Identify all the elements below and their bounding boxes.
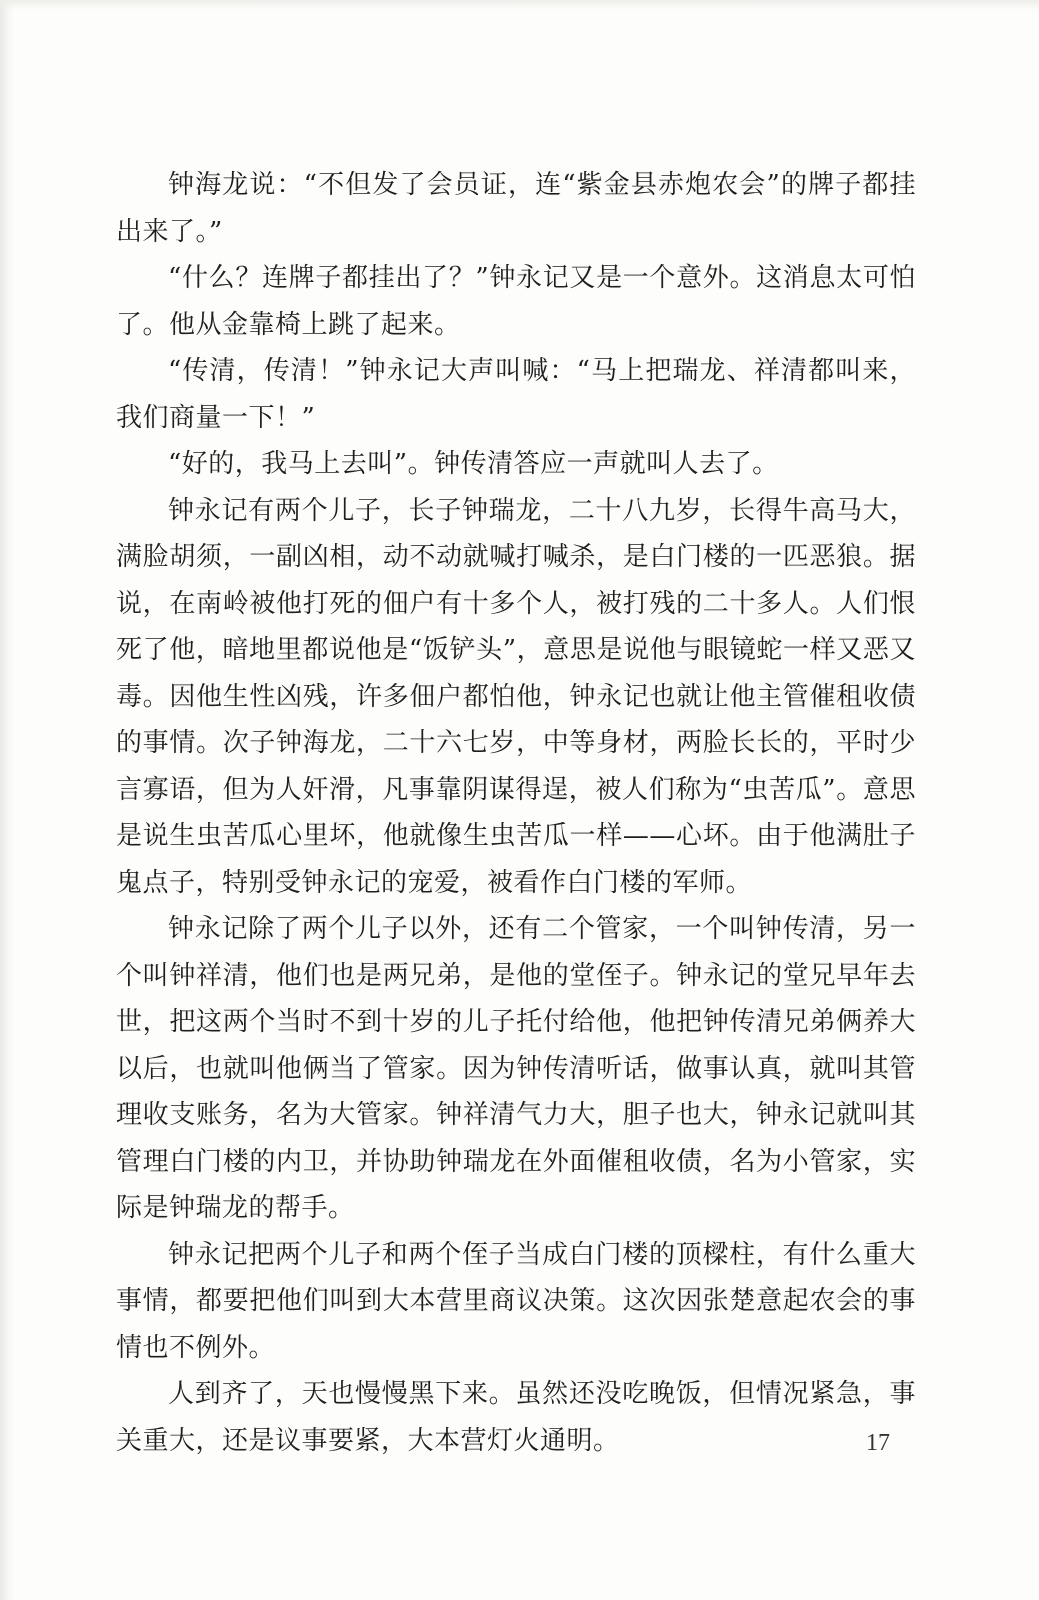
paragraph: 钟永记有两个儿子，长子钟瑞龙，二十八九岁，长得牛高马大，满脸胡须，一副凶相，动不动就喊打喊杀，是白门楼的一匹恶狼。据说，在南岭被他打死的佃户有十多个人，被打残的二十多人。人们恨死了他，暗地里都说他是“饭铲头”，意思是说他与眼镜蛇一样又恶又毒。因他生性凶残，许多佃户都怕他，钟永记也就让他主管催租收债的事情。次子钟海龙，二十六七岁，中等身材，两脸长长的，平时少言寡语，但为人奸滑，凡事靠阴谋得逞，被人们称为“虫苦瓜”。意思是说生虫苦瓜心里坏，他就像生虫苦瓜一样——心坏。由于他满肚子鬼点子，特别受钟永记的宠爱，被看作白门楼的军师。 [116, 495, 916, 898]
paragraph: 钟永记除了两个儿子以外，还有二个管家，一个叫钟传清，另一个叫钟祥清，他们也是两兄弟，是他的堂侄子。钟永记的堂兄早年去世，把这两个当时不到十岁的儿子托付给他，他把钟传清兄弟俩养大以后，也就叫他俩当了管家。因为钟传清听话，做事认真，就叫其管理收支账务，名为大管家。钟祥清气力大，胆子也大，钟永记就叫其管理白门楼的内卫，并协助钟瑞龙在外面催租收债，名为小管家，实际是钟瑞龙的帮手。 [116, 914, 916, 1223]
paragraph: “传清，传清！”钟永记大声叫喊：“马上把瑞龙、祥清都叫来，我们商量一下！” [116, 356, 916, 433]
paragraph: 人到齐了，天也慢慢黑下来。虽然还没吃晚饭，但情况紧急，事关重大，还是议事要紧，大本营灯火通明。 [116, 1379, 916, 1456]
scan-left-edge [0, 0, 14, 1600]
paragraph: 钟海龙说：“不但发了会员证，连“紫金县赤炮农会”的牌子都挂出来了。” [116, 170, 916, 247]
body-text [116, 162, 916, 1464]
paragraph: 钟永记把两个儿子和两个侄子当成白门楼的顶樑柱，有什么重大事情，都要把他们叫到大本营里商议决策。这次因张楚意起农会的事情也不例外。 [116, 1239, 916, 1363]
page-number: 17 [866, 1430, 890, 1456]
paragraph: “好的，我马上去叫”。钟传清答应一声就叫人去了。 [168, 449, 779, 479]
scan-top-edge [0, 0, 1039, 10]
paragraph: “什么？连牌子都挂出了？”钟永记又是一个意外。这消息太可怕了。他从金靠椅上跳了起来。 [116, 263, 916, 340]
